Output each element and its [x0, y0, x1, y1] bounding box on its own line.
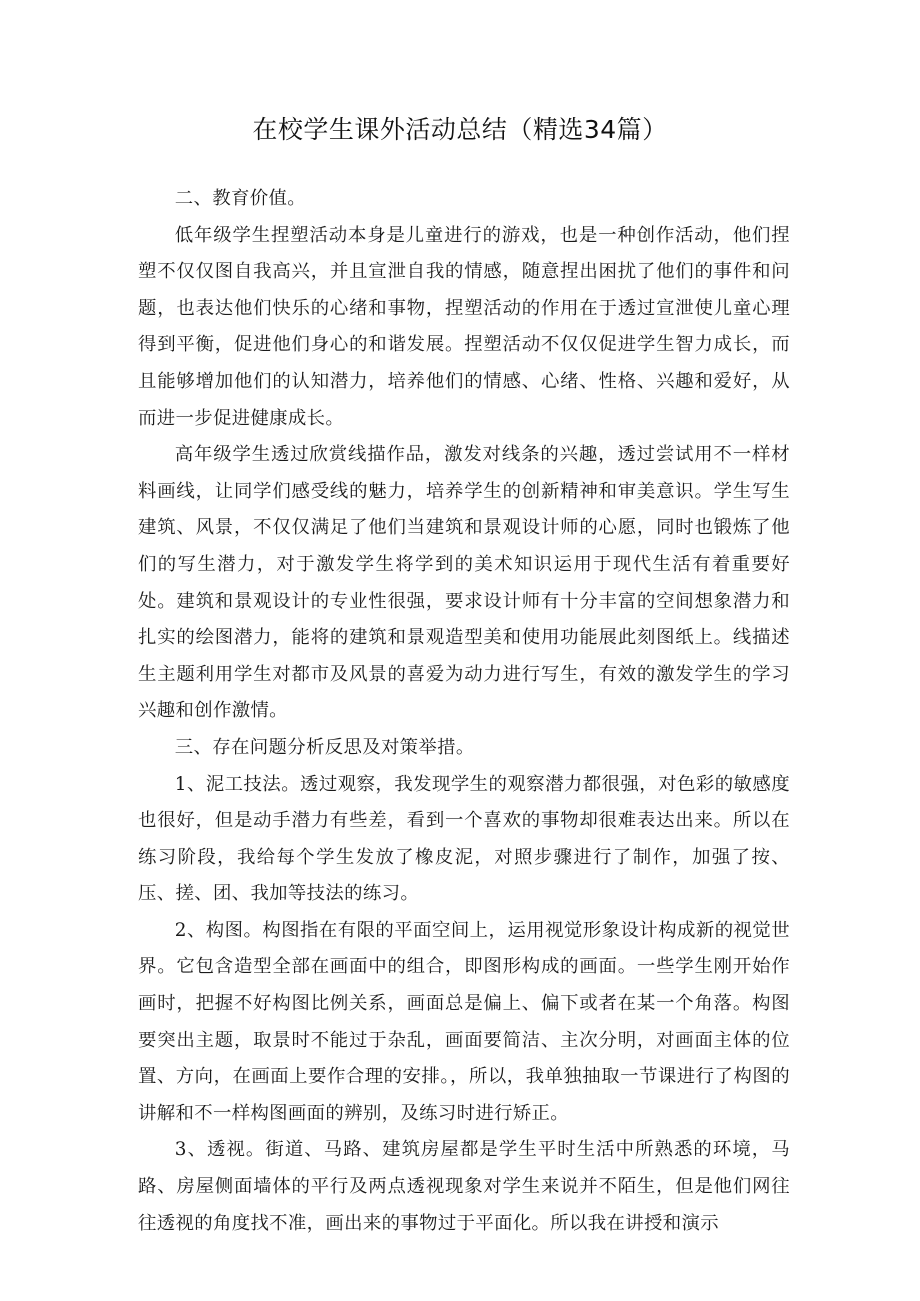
section-heading-education-value: 二、教育价值。: [174, 188, 306, 209]
document-body: [138, 181, 790, 1242]
paragraph-composition: 2、构图。构图指在有限的平面空间上，运用视觉形象设计构成新的视觉世界。它包含造型全部在画面中的组合，即图形构成的画面。一些学生刚开始作画时，把握不好构图比例关系，画面总是偏上、偏下或者在某一个角落。构图要突出主题，取景时不能过于杂乱，画面要简洁、主次分明，对画面主体的位置、方向，在画面上要作合理的安排。，所以，我单独抽取一节课进行了构图的讲解和不一样构图画面的辨别，及练习时进行矫正。: [138, 919, 790, 1124]
document-title: 在校学生课外活动总结（精选34篇）: [252, 115, 668, 144]
paragraph-higher-grade-line-drawing: 高年级学生透过欣赏线描作品，激发对线条的兴趣，透过尝试用不一样材料画线，让同学们感受线的魅力，培养学生的创新精神和审美意识。学生写生建筑、风景，不仅仅满足了他们当建筑和景观设计师的心愿，同时也锻炼了他们的写生潜力，对于激发学生将学到的美术知识运用于现代生活有着重要好处。建筑和景观设计的专业性很强，要求设计师有十分丰富的空间想象潜力和扎实的绘图潜力，能将的建筑和景观造型美和使用功能展此刻图纸上。线描述生主题利用学生对都市及风景的喜爱为动力进行写生，有效的激发学生的学习兴趣和创作激情。: [138, 444, 790, 722]
paragraph-perspective: 3、透视。街道、马路、建筑房屋都是学生平时生活中所熟悉的环境，马路、房屋侧面墙体的平行及两点透视现象对学生来说并不陌生，但是他们网往往透视的角度找不准，画出来的事物过于平面化。所以我在讲授和演示: [138, 1139, 790, 1234]
section-heading-problems-analysis: 三、存在问题分析反思及对策举措。: [174, 736, 475, 758]
paragraph-lower-grade-clay: 低年级学生捏塑活动本身是儿童进行的游戏，也是一种创作活动，他们捏塑不仅仅图自我高兴，并且宣泄自我的情感，随意捏出困扰了他们的事件和问题，也表达他们快乐的心绪和事物，捏塑活动的作用在于透过宣泄使儿童心理得到平衡，促进他们身心的和谐发展。捏塑活动不仅仅促进学生智力成长，而且能够增加他们的认知潜力，培养他们的情感、心绪、性格、兴趣和爱好，从而进一步促进健康成长。: [138, 224, 790, 429]
paragraph-clay-technique: 1、泥工技法。透过观察，我发现学生的观察潜力都很强，对色彩的敏感度也很好，但是动手潜力有些差，看到一个喜欢的事物却很难表达出来。所以在练习阶段，我给每个学生发放了橡皮泥，对照步骤进行了制作，加强了按、压、搓、团、我加等技法的练习。: [138, 773, 790, 905]
